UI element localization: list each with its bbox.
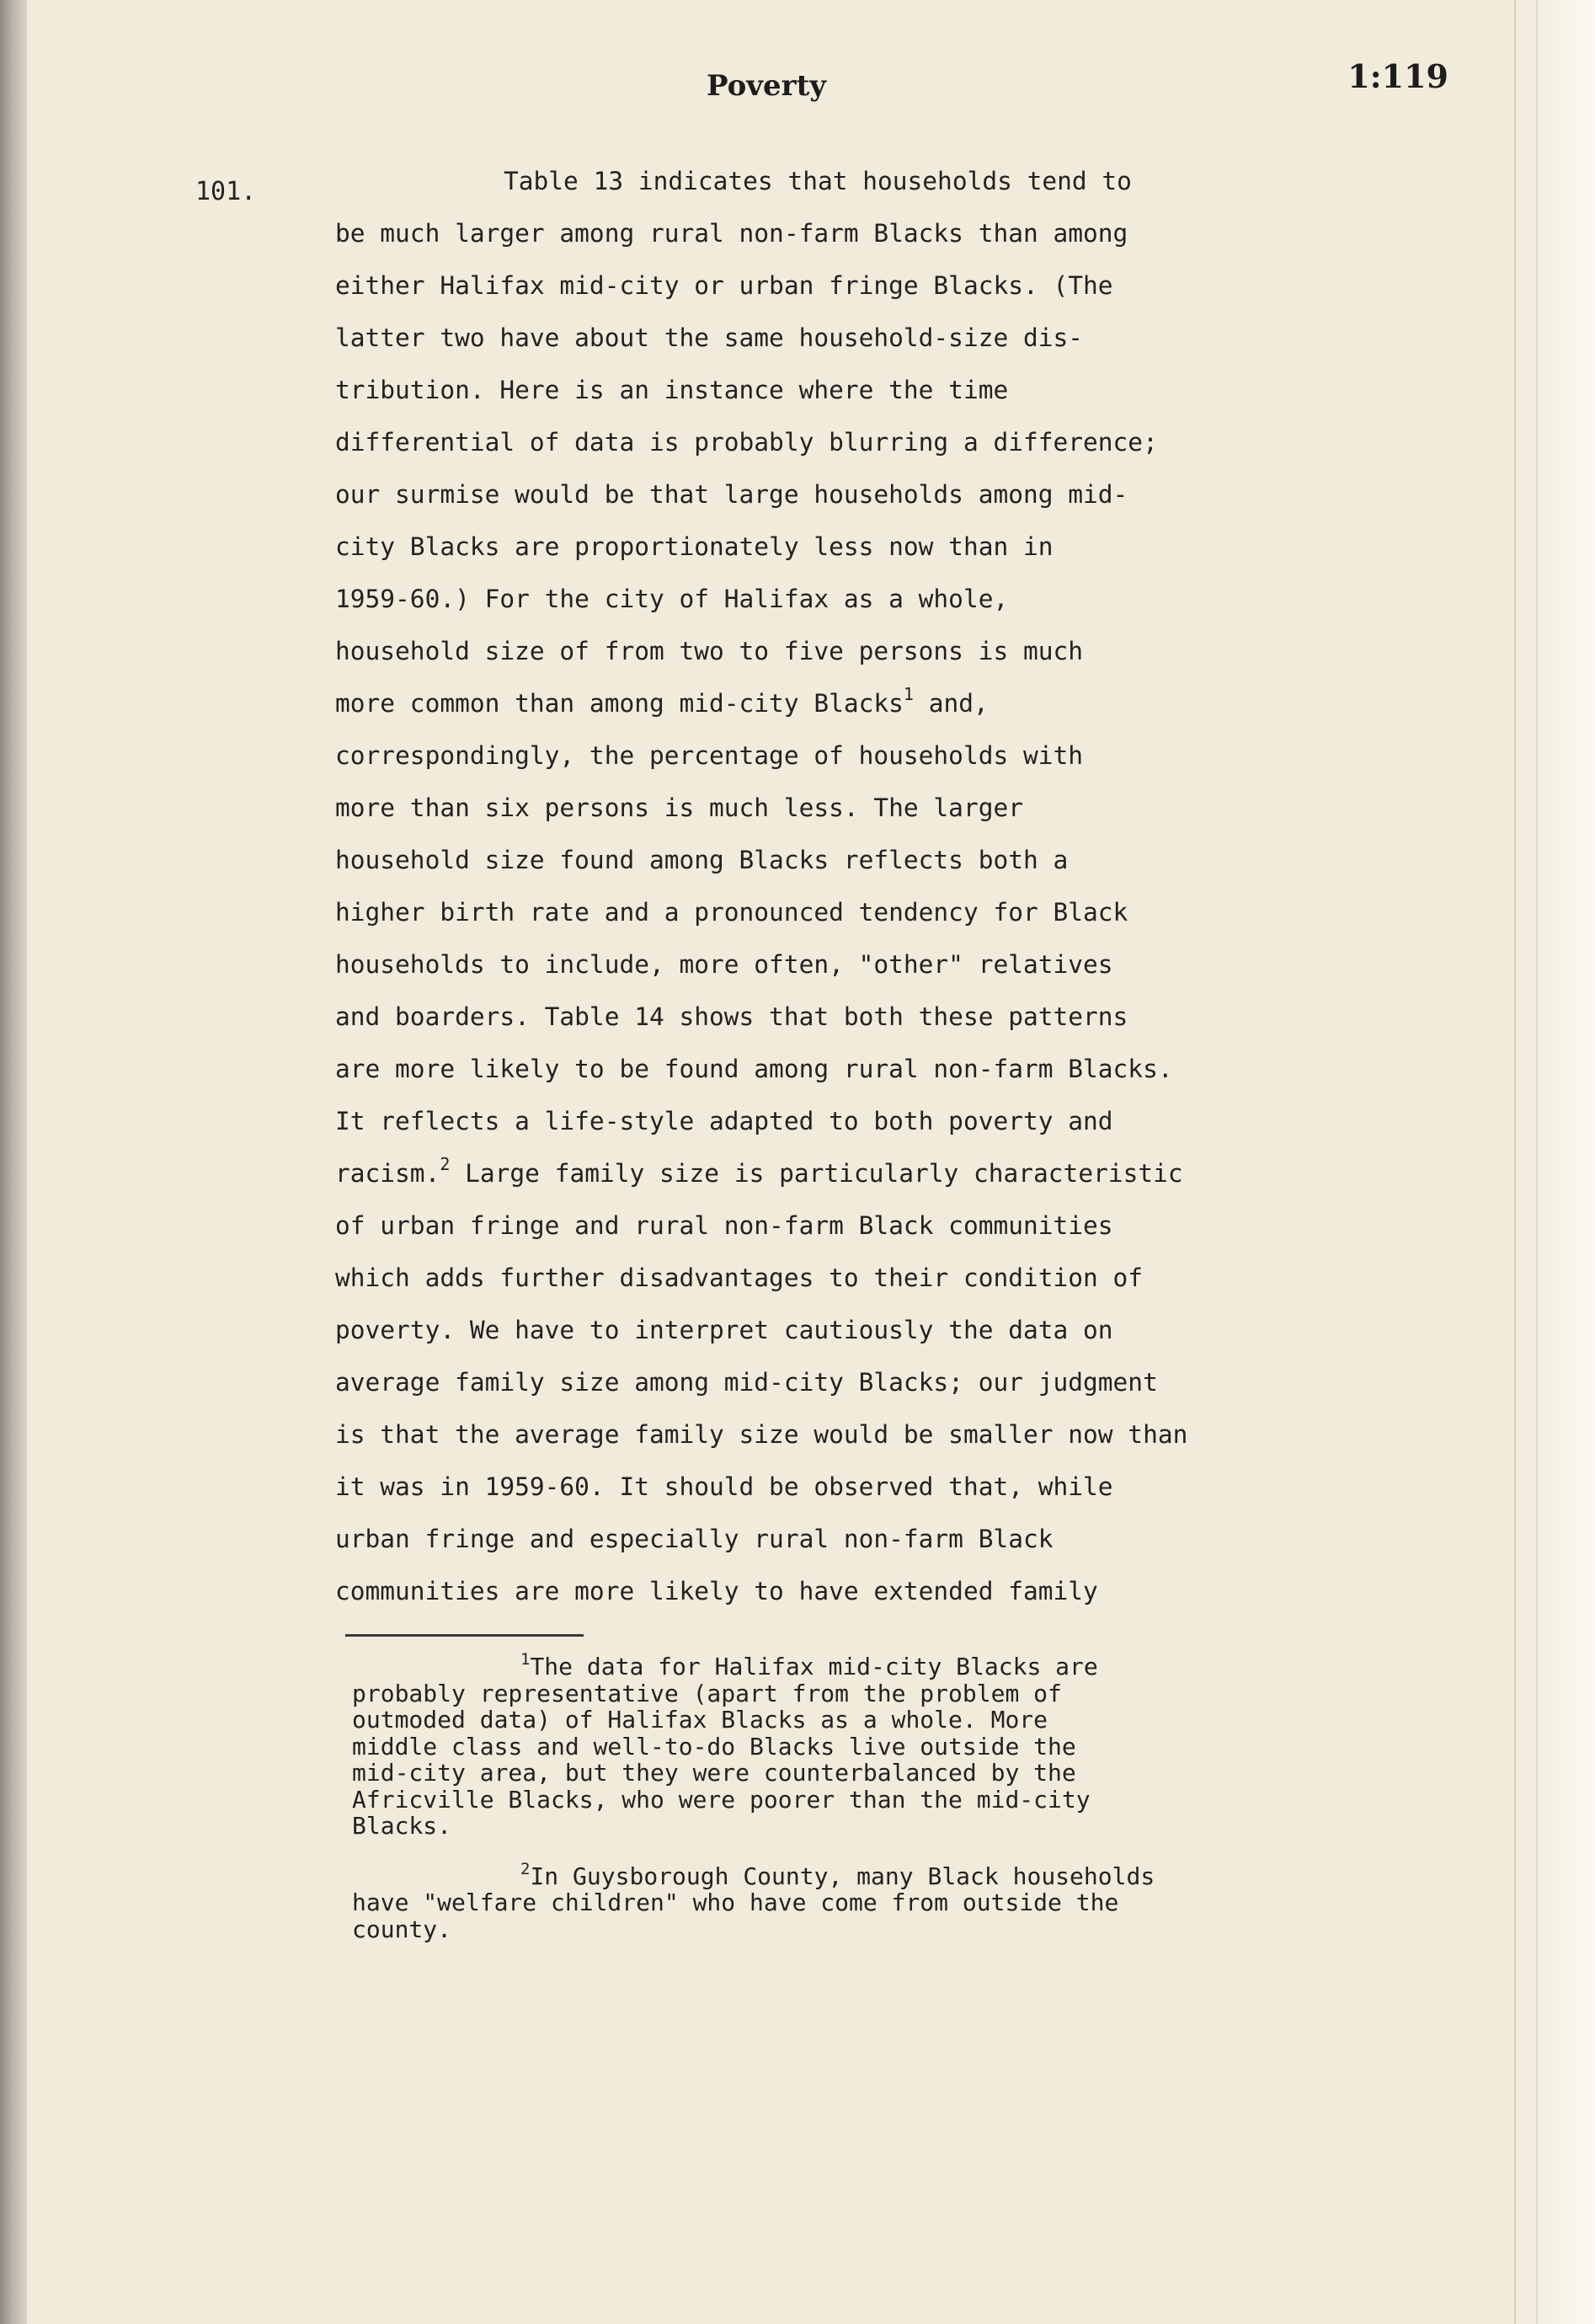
body-line: It reflects a life-style adapted to both poverty and	[335, 1107, 1113, 1135]
body-line: is that the average family size would be smaller now than	[335, 1420, 1188, 1449]
body-line: differential of data is probably blurring a difference;	[335, 428, 1158, 457]
body-line: are more likely to be found among rural non-farm Blacks.	[335, 1055, 1173, 1083]
body-line	[335, 677, 1270, 729]
body-line: urban fringe and especially rural non-farm Black	[335, 1525, 1054, 1553]
footnote-1-marker: 1	[520, 1650, 531, 1669]
footnote-1-line: outmoded data) of Halifax Blacks as a whole. More	[352, 1706, 1048, 1734]
body-line: it was in 1959-60. It should be observed that, while	[335, 1472, 1113, 1501]
body-line: either Halifax mid-city or urban fringe Blacks. (The	[335, 271, 1113, 300]
body-line-text: Large family size is particularly characteristic	[450, 1159, 1183, 1188]
page-number: 1:119	[1347, 57, 1448, 95]
footnote-2-line: have "welfare children" who have come from outside the	[352, 1889, 1119, 1916]
footnote-1-line	[352, 1650, 1278, 1680]
footnote-ref: 1	[903, 684, 914, 704]
body-line: household size of from two to five persons is much	[335, 637, 1084, 665]
body-text	[335, 155, 1270, 1617]
body-line-text: more common than among mid-city Blacks	[335, 689, 904, 718]
page-stack-edge	[1502, 0, 1595, 2324]
footnote-1-line: mid-city area, but they were counterbalanced by the	[352, 1759, 1076, 1787]
body-line-text: and,	[913, 689, 989, 718]
body-line: Table 13 indicates that households tend to	[504, 167, 1132, 195]
body-line-text: racism.	[335, 1159, 440, 1188]
body-line: average family size among mid-city Blacks; our judgment	[335, 1368, 1158, 1397]
body-line: be much larger among rural non-farm Blacks than among	[335, 219, 1128, 248]
binding-edge	[0, 0, 27, 2324]
body-line: and boarders. Table 14 shows that both these patterns	[335, 1002, 1128, 1031]
body-line: city Blacks are proportionately less now than in	[335, 532, 1054, 561]
body-line: our surmise would be that large households among mid-	[335, 480, 1128, 509]
running-head: Poverty	[706, 69, 827, 103]
footnote-1-line: Africville Blacks, who were poorer than the mid-city	[352, 1785, 1091, 1814]
footnotes	[352, 1650, 1278, 1943]
footnote-divider	[345, 1634, 584, 1637]
footnote-2-marker: 2	[520, 1859, 531, 1878]
body-line: tribution. Here is an instance where the time	[335, 376, 1009, 404]
body-line: households to include, more often, "other" relatives	[335, 950, 1113, 979]
footnote-1-line: probably representative (apart from the problem of	[352, 1679, 1062, 1707]
body-line: of urban fringe and rural non-farm Black communities	[335, 1211, 1113, 1240]
body-line: higher birth rate and a pronounced tendency for Black	[335, 898, 1128, 927]
body-line: correspondingly, the percentage of households with	[335, 741, 1084, 770]
footnote-1-line: middle class and well-to-do Blacks live outside the	[352, 1732, 1076, 1760]
footnote-2-line: county.	[352, 1915, 452, 1943]
footnote-1-line: Blacks.	[352, 1812, 452, 1840]
body-line: which adds further disadvantages to their condition of	[335, 1264, 1144, 1292]
body-line: more than six persons is much less. The larger	[335, 793, 1023, 822]
footnote-2-line	[352, 1859, 1278, 1890]
footnote-2-text: In Guysborough County, many Black households	[530, 1862, 1155, 1890]
footnote-ref: 2	[440, 1154, 451, 1174]
body-line: communities are more likely to have extended family	[335, 1577, 1098, 1605]
body-line: household size found among Blacks reflects both a	[335, 846, 1069, 874]
body-line: latter two have about the same household-size dis-	[335, 323, 1084, 352]
body-line	[335, 1147, 1270, 1199]
body-line: poverty. We have to interpret cautiously the data on	[335, 1316, 1113, 1344]
body-line: 1959-60.) For the city of Halifax as a whole,	[335, 585, 1009, 613]
footnote-1-text: The data for Halifax mid-city Blacks are	[530, 1653, 1098, 1680]
paragraph-number: 101.	[195, 177, 257, 206]
